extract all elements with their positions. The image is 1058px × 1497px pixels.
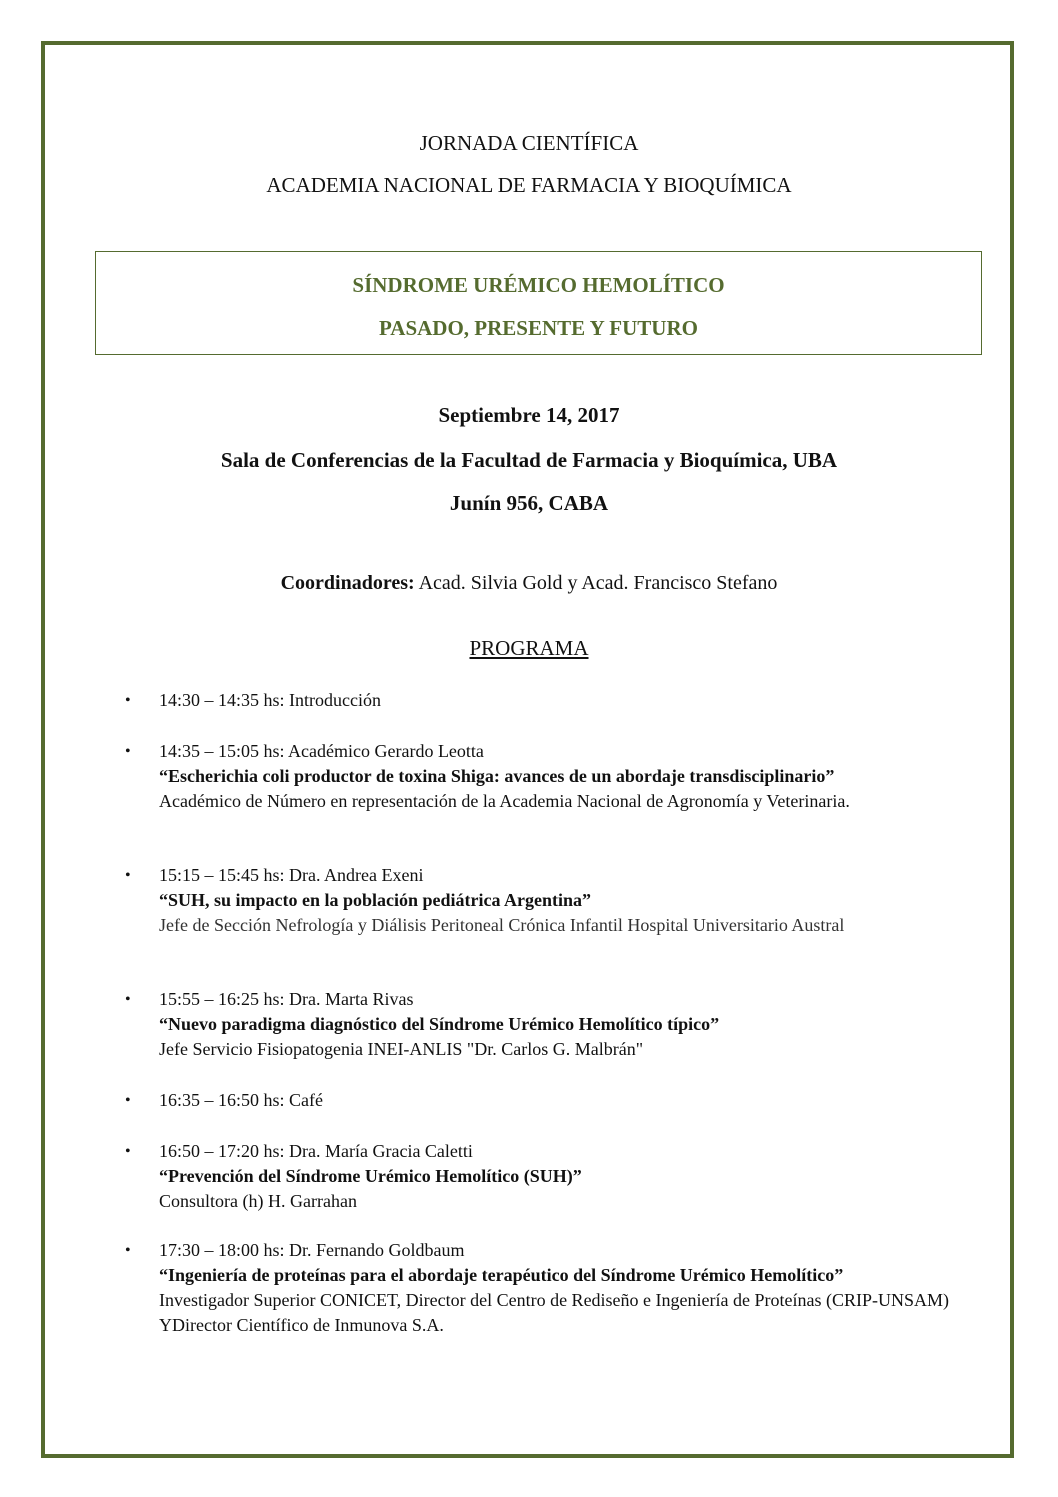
title-line-2: PASADO, PRESENTE Y FUTURO [379,316,698,340]
bullet-icon: • [125,991,131,1008]
bullet-icon: • [125,692,131,709]
coordinators-names: Acad. Silvia Gold y Acad. Francisco Stefano [418,572,778,594]
program-time: 16:50 – 17:20 hs: Dra. María Gracia Caletti [159,1141,473,1161]
event-date: Septiembre 14, 2017 [438,403,620,427]
title-box [95,251,982,355]
title-line-1: SÍNDROME URÉMICO HEMOLÍTICO [352,273,725,297]
program-item [125,863,962,938]
program-time: 15:55 – 16:25 hs: Dra. Marta Rivas [159,989,414,1009]
speaker-affiliation: Jefe Servicio Fisiopatogenia INEI-ANLIS "Dr. Carlos G. Malbrán" [159,1039,644,1059]
program-item [125,1238,962,1338]
coordinators [0,571,1058,595]
program-time: 14:35 – 15:05 hs: Académico Gerardo Leotta [159,741,484,761]
bullet-icon: • [125,743,131,760]
speaker-affiliation: Académico de Número en representación de la Academia Nacional de Agronomía y Veterinaria. [159,791,850,811]
talk-title: “Prevención del Síndrome Urémico Hemolítico (SUH)” [159,1166,582,1186]
bullet-icon: • [125,1143,131,1160]
speaker-affiliation: Consultora (h) H. Garrahan [159,1191,357,1211]
talk-title: “SUH, su impacto en la población pediátrica Argentina” [159,890,592,910]
bullet-icon: • [125,1092,131,1109]
programa-heading: PROGRAMA [469,636,589,660]
program-time: 16:35 – 16:50 hs: Café [159,1090,323,1110]
program-item [125,987,962,1062]
bullet-icon: • [125,867,131,884]
header-line-1: JORNADA CIENTÍFICA [419,131,639,155]
talk-title: “Ingeniería de proteínas para el abordaje terapéutico del Síndrome Urémico Hemolítico” [159,1265,844,1285]
talk-title: “Nuevo paradigma diagnóstico del Síndrome Urémico Hemolítico típico” [159,1014,720,1034]
program-time: 15:15 – 15:45 hs: Dra. Andrea Exeni [159,865,424,885]
event-address: Junín 956, CABA [449,491,609,515]
program-item [125,688,962,713]
bullet-icon: • [125,1242,131,1259]
speaker-affiliation: Jefe de Sección Nefrología y Diálisis Peritoneal Crónica Infantil Hospital Universitario Austral [159,915,845,935]
program-time: 14:30 – 14:35 hs: Introducción [159,690,381,710]
header-line-2: ACADEMIA NACIONAL DE FARMACIA Y BIOQUÍMICA [266,173,792,197]
program-item [125,1088,962,1113]
speaker-affiliation: Investigador Superior CONICET, Director del Centro de Rediseño e Ingeniería de Proteínas (CRIP-UNSAM) YDirector Científico de Inmunova S.A. [159,1290,949,1335]
program-item [125,739,962,814]
coordinators-label: Coordinadores: [280,572,415,594]
talk-title: “Escherichia coli productor de toxina Shiga: avances de un abordaje transdisciplinario” [159,766,835,786]
program-time: 17:30 – 18:00 hs: Dr. Fernando Goldbaum [159,1240,465,1260]
program-item [125,1139,962,1214]
event-venue: Sala de Conferencias de la Facultad de Farmacia y Bioquímica, UBA [220,448,838,472]
